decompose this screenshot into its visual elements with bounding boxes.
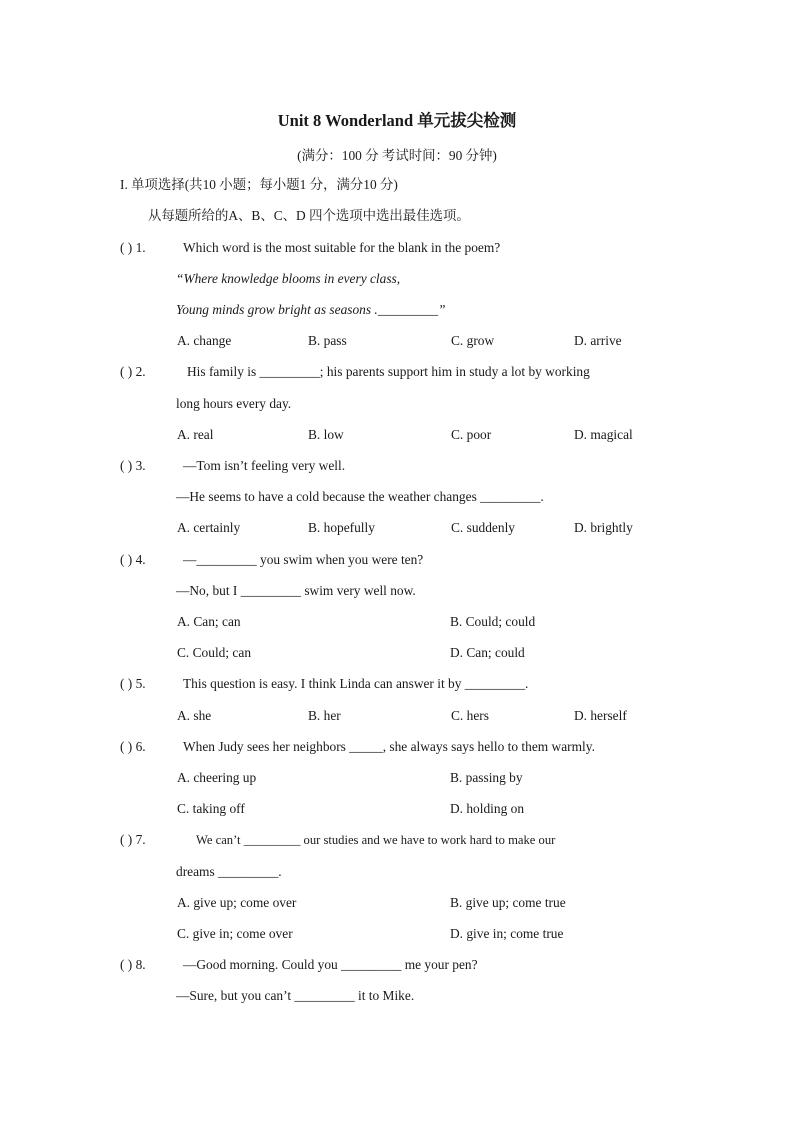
option-a: A. change xyxy=(177,333,232,348)
option-b: B. passing by xyxy=(450,770,523,785)
option-b: B. give up; come true xyxy=(450,895,566,910)
option-a: A. certainly xyxy=(177,520,241,535)
question-number: ( ) 1. xyxy=(120,240,146,255)
poem-line: Young minds grow bright as seasons ._________” xyxy=(176,302,446,317)
question-number: ( ) 3. xyxy=(120,458,146,473)
question-number: ( ) 6. xyxy=(120,739,146,754)
option-b: B. low xyxy=(308,427,344,442)
question-number: ( ) 5. xyxy=(120,676,146,691)
option-c: C. hers xyxy=(451,708,489,723)
option-c: C. grow xyxy=(451,333,495,348)
option-c: C. poor xyxy=(451,427,492,442)
option-d: D. brightly xyxy=(574,520,633,535)
option-b: B. her xyxy=(308,708,341,723)
question-number: ( ) 4. xyxy=(120,552,146,567)
option-a: A. Can; can xyxy=(177,614,241,629)
page-subtitle: (满分：100 分 考试时间：90 分钟) xyxy=(297,148,497,163)
question-text-continued: —No, but I _________ swim very well now. xyxy=(176,583,416,598)
question-text-continued: long hours every day. xyxy=(176,396,292,411)
question-text-continued: —He seems to have a cold because the weather changes _________. xyxy=(176,489,544,504)
question-number: ( ) 8. xyxy=(120,957,146,972)
option-d: D. give in; come true xyxy=(450,926,564,941)
question-text: This question is easy. I think Linda can answer it by _________. xyxy=(183,676,529,691)
page-title: Unit 8 Wonderland 单元拔尖检测 xyxy=(277,111,517,130)
option-d: D. arrive xyxy=(574,333,622,348)
option-d: D. herself xyxy=(574,708,627,723)
question-text: His family is _________; his parents support him in study a lot by working xyxy=(187,364,590,379)
question-text: When Judy sees her neighbors _____, she always says hello to them warmly. xyxy=(183,739,595,754)
option-c: C. Could; can xyxy=(177,645,252,660)
option-b: B. hopefully xyxy=(308,520,375,535)
option-b: B. Could; could xyxy=(450,614,536,629)
option-b: B. pass xyxy=(308,333,347,348)
question-text: We can’t _________ our studies and we have to work hard to make our xyxy=(196,833,556,847)
question-number: ( ) 7. xyxy=(120,832,146,847)
option-d: D. Can; could xyxy=(450,645,525,660)
question-text: Which word is the most suitable for the blank in the poem? xyxy=(183,240,501,255)
option-c: C. suddenly xyxy=(451,520,515,535)
question-number: ( ) 2. xyxy=(120,364,146,379)
option-c: C. taking off xyxy=(177,801,245,816)
option-d: D. magical xyxy=(574,427,633,442)
question-text: —_________ you swim when you were ten? xyxy=(183,552,424,567)
question-text: —Tom isn’t feeling very well. xyxy=(183,458,346,473)
option-a: A. real xyxy=(177,427,214,442)
option-a: A. she xyxy=(177,708,212,723)
option-a: A. give up; come over xyxy=(177,895,297,910)
section-instruction: 从每题所给的A、B、C、D 四个选项中选出最佳选项。 xyxy=(148,208,470,223)
option-a: A. cheering up xyxy=(177,770,257,785)
section-heading: I. 单项选择(共10 小题；每小题1 分，满分10 分) xyxy=(120,177,398,192)
poem-line: “Where knowledge blooms in every class, xyxy=(176,271,401,286)
question-text-continued: —Sure, but you can’t _________ it to Mike. xyxy=(176,988,415,1003)
question-text-continued: dreams _________. xyxy=(176,864,282,879)
option-d: D. holding on xyxy=(450,801,525,816)
option-c: C. give in; come over xyxy=(177,926,293,941)
question-text: —Good morning. Could you _________ me your pen? xyxy=(183,957,478,972)
